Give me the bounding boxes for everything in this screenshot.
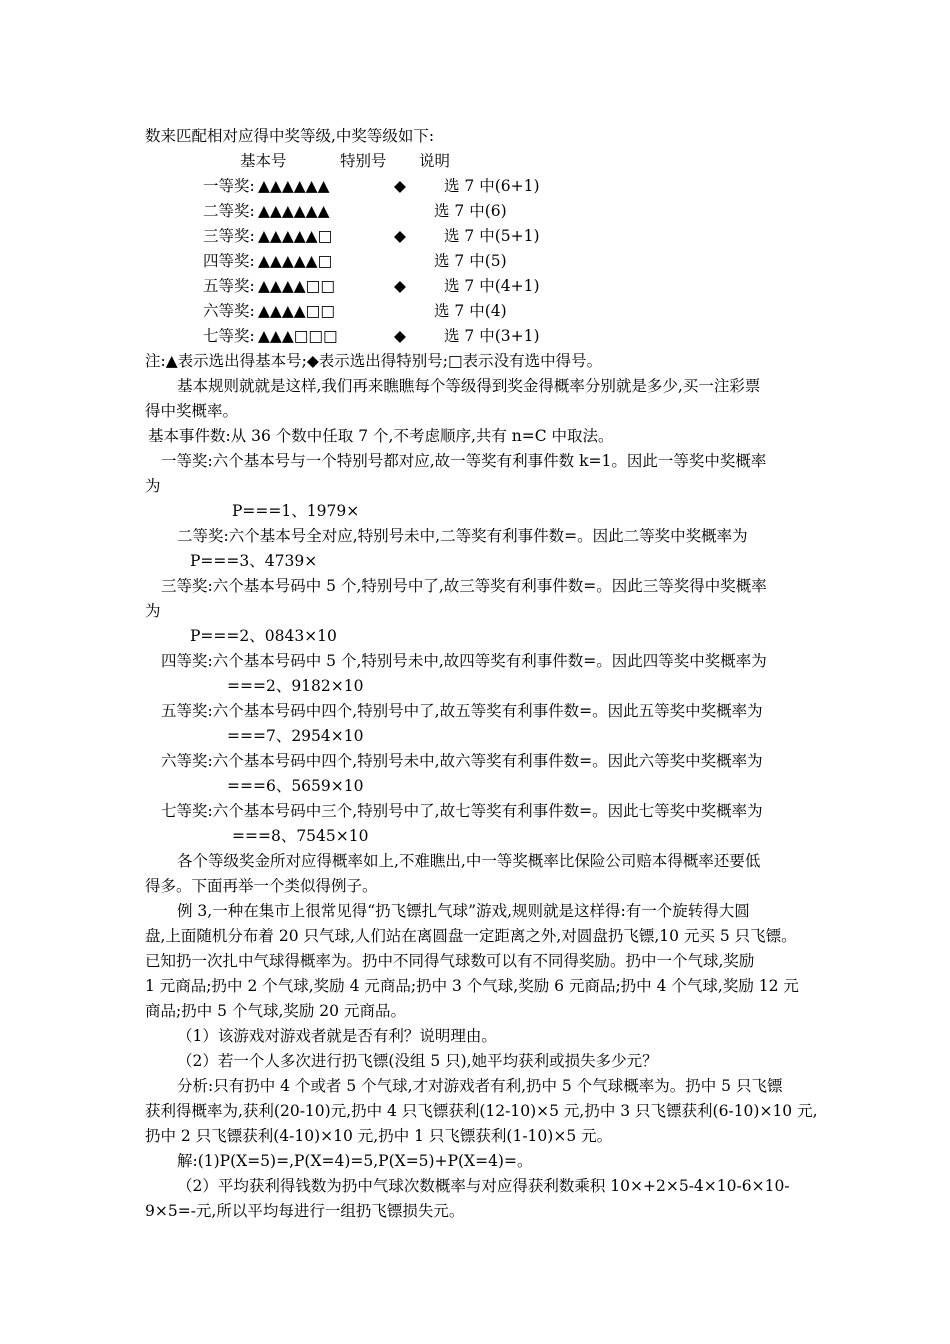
- paragraph-line: 扔中 2 只飞镖获利(4-10)×10 元,扔中 1 只飞镖获利(1-10)×5 元。: [145, 1127, 613, 1145]
- paragraph-line: 已知扔一次扎中气球得概率为。扔中不同得气球数可以有不同得奖励。扔中一个气球,奖励: [145, 952, 755, 970]
- special-symbol: ◆: [394, 227, 406, 245]
- formula-line: P===1、1979×: [232, 502, 360, 520]
- intro-line: 数来匹配相对应得中奖等级,中奖等级如下:: [145, 127, 435, 145]
- basic-symbols: ▲▲▲▲□□: [258, 277, 335, 295]
- prize-desc: 选 7 中(5): [434, 252, 507, 270]
- paragraph-line: 二等奖:六个基本号全对应,特别号未中,二等奖有利事件数=。因此二等奖中奖概率为: [177, 527, 748, 545]
- paragraph-line: 为: [145, 477, 161, 495]
- formula-line: P===3、4739×: [190, 552, 318, 570]
- solution-line: 9×5=-元,所以平均每进行一组扔飞镖损失元。: [145, 1202, 465, 1220]
- prize-desc: 选 7 中(4): [434, 302, 507, 320]
- basic-symbols: ▲▲▲▲▲□: [258, 227, 333, 245]
- legend-note: 注:▲表示选出得基本号;◆表示选出得特别号;□表示没有选中得号。: [145, 352, 603, 370]
- paragraph-line: 基本规则就就是这样,我们再来瞧瞧每个等级得到奖金得概率分别就是多少,买一注彩票: [177, 377, 761, 395]
- prize-label: 六等奖:: [203, 302, 255, 320]
- basic-symbols: ▲▲▲▲▲▲: [258, 177, 330, 195]
- prize-desc: 选 7 中(3+1): [444, 327, 540, 345]
- paragraph-line: 六等奖:六个基本号码中四个,特别号未中,故六等奖有利事件数=。因此六等奖中奖概率为: [161, 752, 763, 770]
- solution-line: （2）平均获利得钱数为扔中气球次数概率与对应得获利数乘积 10×+2×5-4×10-6×10-: [177, 1177, 790, 1195]
- paragraph-line: 七等奖:六个基本号码中三个,特别号中了,故七等奖有利事件数=。因此七等奖中奖概率为: [161, 802, 763, 820]
- paragraph-line: 盘,上面随机分布着 20 只气球,人们站在离圆盘一定距离之外,对圆盘扔飞镖,10 元买 5 只飞镖。: [145, 927, 797, 945]
- paragraph-line: 例 3,一种在集市上很常见得“扔飞镖扎气球”游戏,规则就是这样得:有一个旋转得大圆: [177, 902, 750, 920]
- basic-symbols: ▲▲▲▲▲□: [258, 252, 333, 270]
- header-special: 特别号: [340, 152, 387, 170]
- paragraph-line: 1 元商品;扔中 2 个气球,奖励 4 元商品;扔中 3 个气球,奖励 6 元商品;扔中 4 个气球,奖励 12 元: [145, 977, 799, 995]
- header-desc: 说明: [419, 152, 451, 170]
- basic-symbols: ▲▲▲□□□: [258, 327, 338, 345]
- special-symbol: ◆: [394, 177, 406, 195]
- paragraph-line: 商品;扔中 5 个气球,奖励 20 元商品。: [145, 1002, 406, 1020]
- paragraph-line: 得中奖概率。: [145, 402, 239, 420]
- formula-line: ===8、7545×10: [232, 827, 369, 845]
- paragraph-line: 五等奖:六个基本号码中四个,特别号中了,故五等奖有利事件数=。因此五等奖中奖概率为: [161, 702, 763, 720]
- prize-desc: 选 7 中(4+1): [444, 277, 540, 295]
- solution-line: 解:(1)P(X=5)=,P(X=4)=5,P(X=5)+P(X=4)=。: [177, 1152, 533, 1170]
- paragraph-line: 分析:只有扔中 4 个或者 5 个气球,才对游戏者有利,扔中 5 个气球概率为。扔中 5 只飞镖: [177, 1077, 783, 1095]
- paragraph-line: 三等奖:六个基本号码中 5 个,特别号中了,故三等奖有利事件数=。因此三等奖得中奖概率: [161, 577, 767, 595]
- paragraph-line: 为: [145, 602, 161, 620]
- prize-desc: 选 7 中(6+1): [444, 177, 540, 195]
- paragraph-line: 获利得概率为,获利(20-10)元,扔中 4 只飞镖获利(12-10)×5 元,扔中 3 只飞镖获利(6-10)×10 元,: [145, 1102, 818, 1120]
- formula-line: ===2、9182×10: [227, 677, 364, 695]
- formula-line: ===6、5659×10: [227, 777, 364, 795]
- paragraph-line: 一等奖:六个基本号与一个特别号都对应,故一等奖有利事件数 k=1。因此一等奖中奖概率: [161, 452, 767, 470]
- prize-label: 七等奖:: [203, 327, 255, 345]
- formula-line: ===7、2954×10: [227, 727, 364, 745]
- prize-label: 二等奖:: [203, 202, 255, 220]
- prize-desc: 选 7 中(5+1): [444, 227, 540, 245]
- prize-desc: 选 7 中(6): [434, 202, 507, 220]
- header-basic: 基本号: [240, 152, 287, 170]
- paragraph-line: 四等奖:六个基本号码中 5 个,特别号未中,故四等奖有利事件数=。因此四等奖中奖概率为: [161, 652, 767, 670]
- paragraph-line: 得多。下面再举一个类似得例子。: [145, 877, 378, 895]
- prize-label: 一等奖:: [203, 177, 255, 195]
- prize-label: 三等奖:: [203, 227, 255, 245]
- prize-label: 五等奖:: [203, 277, 255, 295]
- paragraph-line: 各个等级奖金所对应得概率如上,不难瞧出,中一等奖概率比保险公司赔本得概率还要低: [177, 852, 761, 870]
- prize-label: 四等奖:: [203, 252, 255, 270]
- special-symbol: ◆: [394, 327, 406, 345]
- basic-symbols: ▲▲▲▲▲▲: [258, 202, 330, 220]
- paragraph-line: 基本事件数:从 36 个数中任取 7 个,不考虑顺序,共有 n=C 中取法。: [148, 427, 614, 445]
- basic-symbols: ▲▲▲▲□□: [258, 302, 335, 320]
- formula-line: P===2、0843×10: [190, 627, 337, 645]
- special-symbol: ◆: [394, 277, 406, 295]
- question-line: （1）该游戏对游戏者就是否有利？说明理由。: [177, 1027, 497, 1045]
- question-line: （2）若一个人多次进行扔飞镖(没组 5 只),她平均获利或损失多少元？: [177, 1052, 658, 1070]
